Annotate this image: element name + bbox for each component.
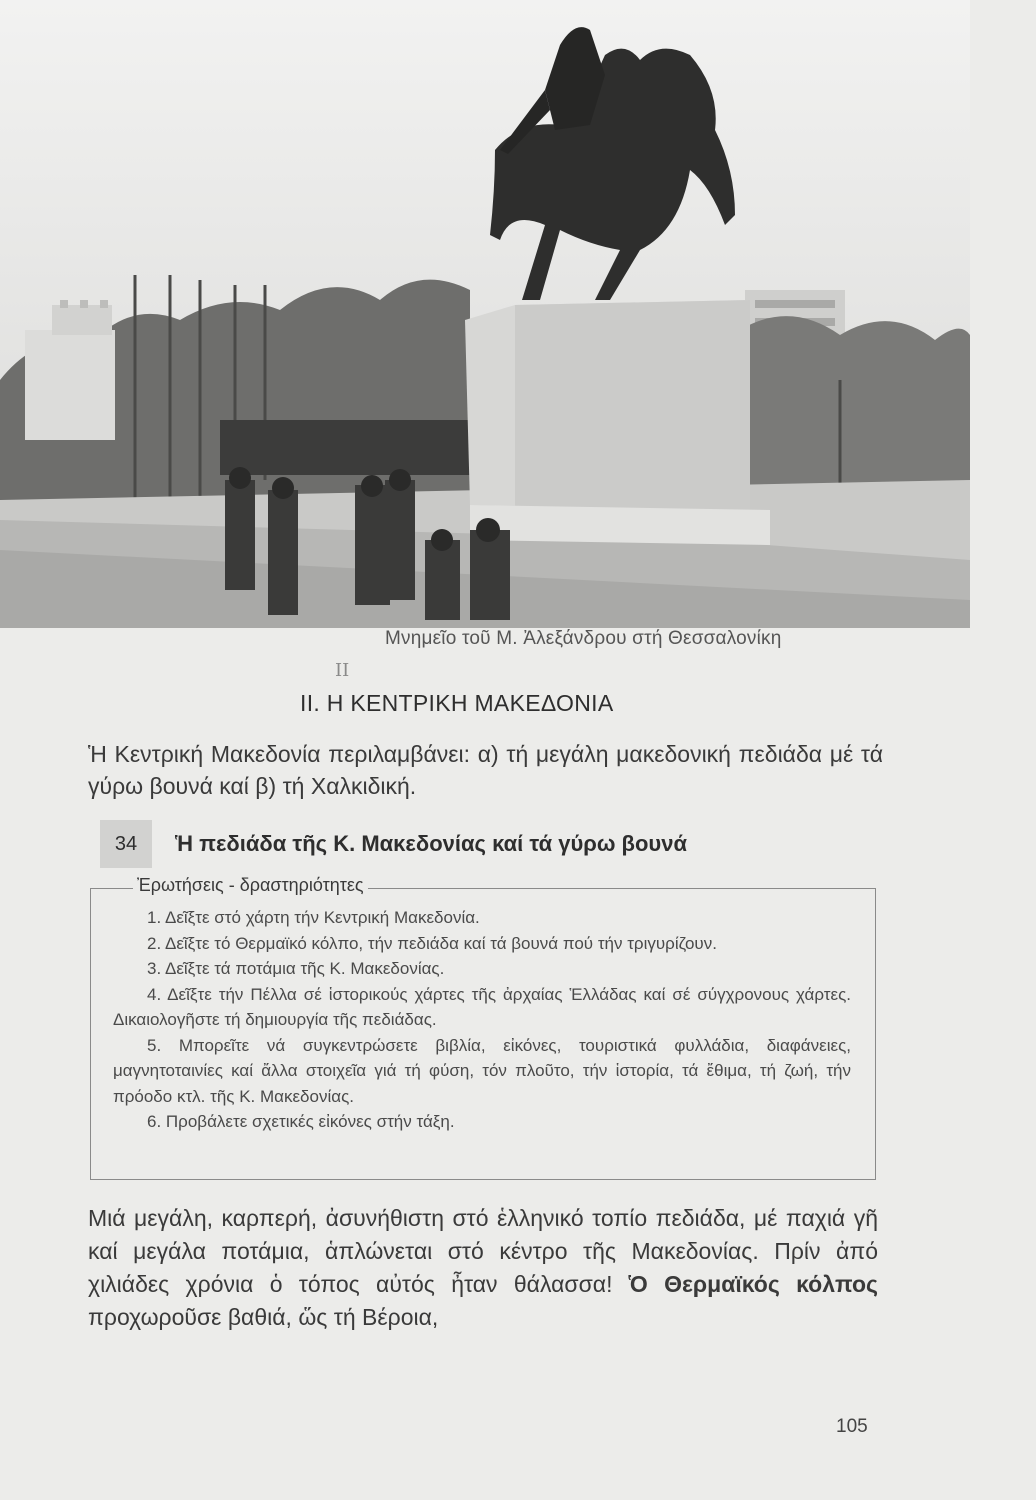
lesson-title: Ἡ πεδιάδα τῆς Κ. Μακεδονίας καί τά γύρω βουνά xyxy=(175,831,687,856)
questions-title: Ἐρωτήσεις - δραστηριότητες xyxy=(133,875,368,896)
body-text-end: προχωροῦσε βαθιά, ὥς τή Βέροια, xyxy=(88,1304,439,1330)
body-text-start: Μιά μεγάλη, καρπερή, ἀσυνήθιστη στό ἑλληνικό τοπίο πεδιάδα, μέ παχιά γῆ καί μεγάλα ποτάμια, ἁπλώνεται στό κέντρο τῆς Μακεδονίας. Πρίν ἀπό χιλιάδες χρόνια ὁ τόπος αὐτός ἦταν θάλασσα! xyxy=(88,1205,878,1297)
question-item: 1. Δεῖξτε στό χάρτη τήν Κεντρική Μακεδονία. xyxy=(147,908,480,927)
body-paragraph xyxy=(88,1202,878,1334)
question-item: 3. Δεῖξτε τά ποτάμια τῆς Κ. Μακεδονίας. xyxy=(147,959,445,978)
lesson-number: 34 xyxy=(100,820,152,868)
question-item: 4. Δεῖξτε τήν Πέλλα σέ ἱστορικούς χάρτες τῆς ἀρχαίας Ἑλλάδας καί σέ σύγχρονους χάρτες. Δικαιολογῆστε τή δημιουργία τῆς πεδιάδας. xyxy=(113,984,851,1029)
body-bold-term: Ὁ Θερμαϊκός κόλπος xyxy=(628,1271,878,1297)
chapter-title: ΙΙ. Η ΚΕΝΤΡΙΚΗ ΜΑΚΕΔΟΝΙΑ xyxy=(300,690,614,716)
lesson-header xyxy=(100,820,790,868)
questions-box xyxy=(90,875,876,1180)
question-item: 2. Δεῖξτε τό Θερμαϊκό κόλπο, τήν πεδιάδα καί τά βουνά πού τήν τριγυρίζουν. xyxy=(147,933,717,953)
handwritten-note: ΙΙ xyxy=(335,660,350,681)
intro-paragraph: Ἡ Κεντρική Μακεδονία περιλαμβάνει: α) τή μεγάλη μακεδονική πεδιάδα μέ τά γύρω βουνά καί β) τή Χαλκιδική. xyxy=(88,741,883,799)
monument-photo xyxy=(0,0,970,628)
question-item: 5. Μπορεῖτε νά συγκεντρώσετε βιβλία, εἰκόνες, τουριστικά φυλλάδια, διαφάνειες, μαγνητοταινίες καί ἄλλα στοιχεῖα γιά τή φύση, τόν πλοῦτο, τήν ἱστορία, τά ἔθιμα, τή ζωή, τήν πρόοδο κτλ. τῆς Κ. Μακεδονίας. xyxy=(113,1035,851,1106)
page-number: 105 xyxy=(836,1416,868,1437)
questions-list xyxy=(113,905,851,1135)
question-item: 6. Προβάλετε σχετικές εἰκόνες στήν τάξη. xyxy=(147,1112,455,1131)
photo-caption: Μνημεῖο τοῦ Μ. Ἀλεξάνδρου στή Θεσσαλονίκη xyxy=(385,628,782,649)
